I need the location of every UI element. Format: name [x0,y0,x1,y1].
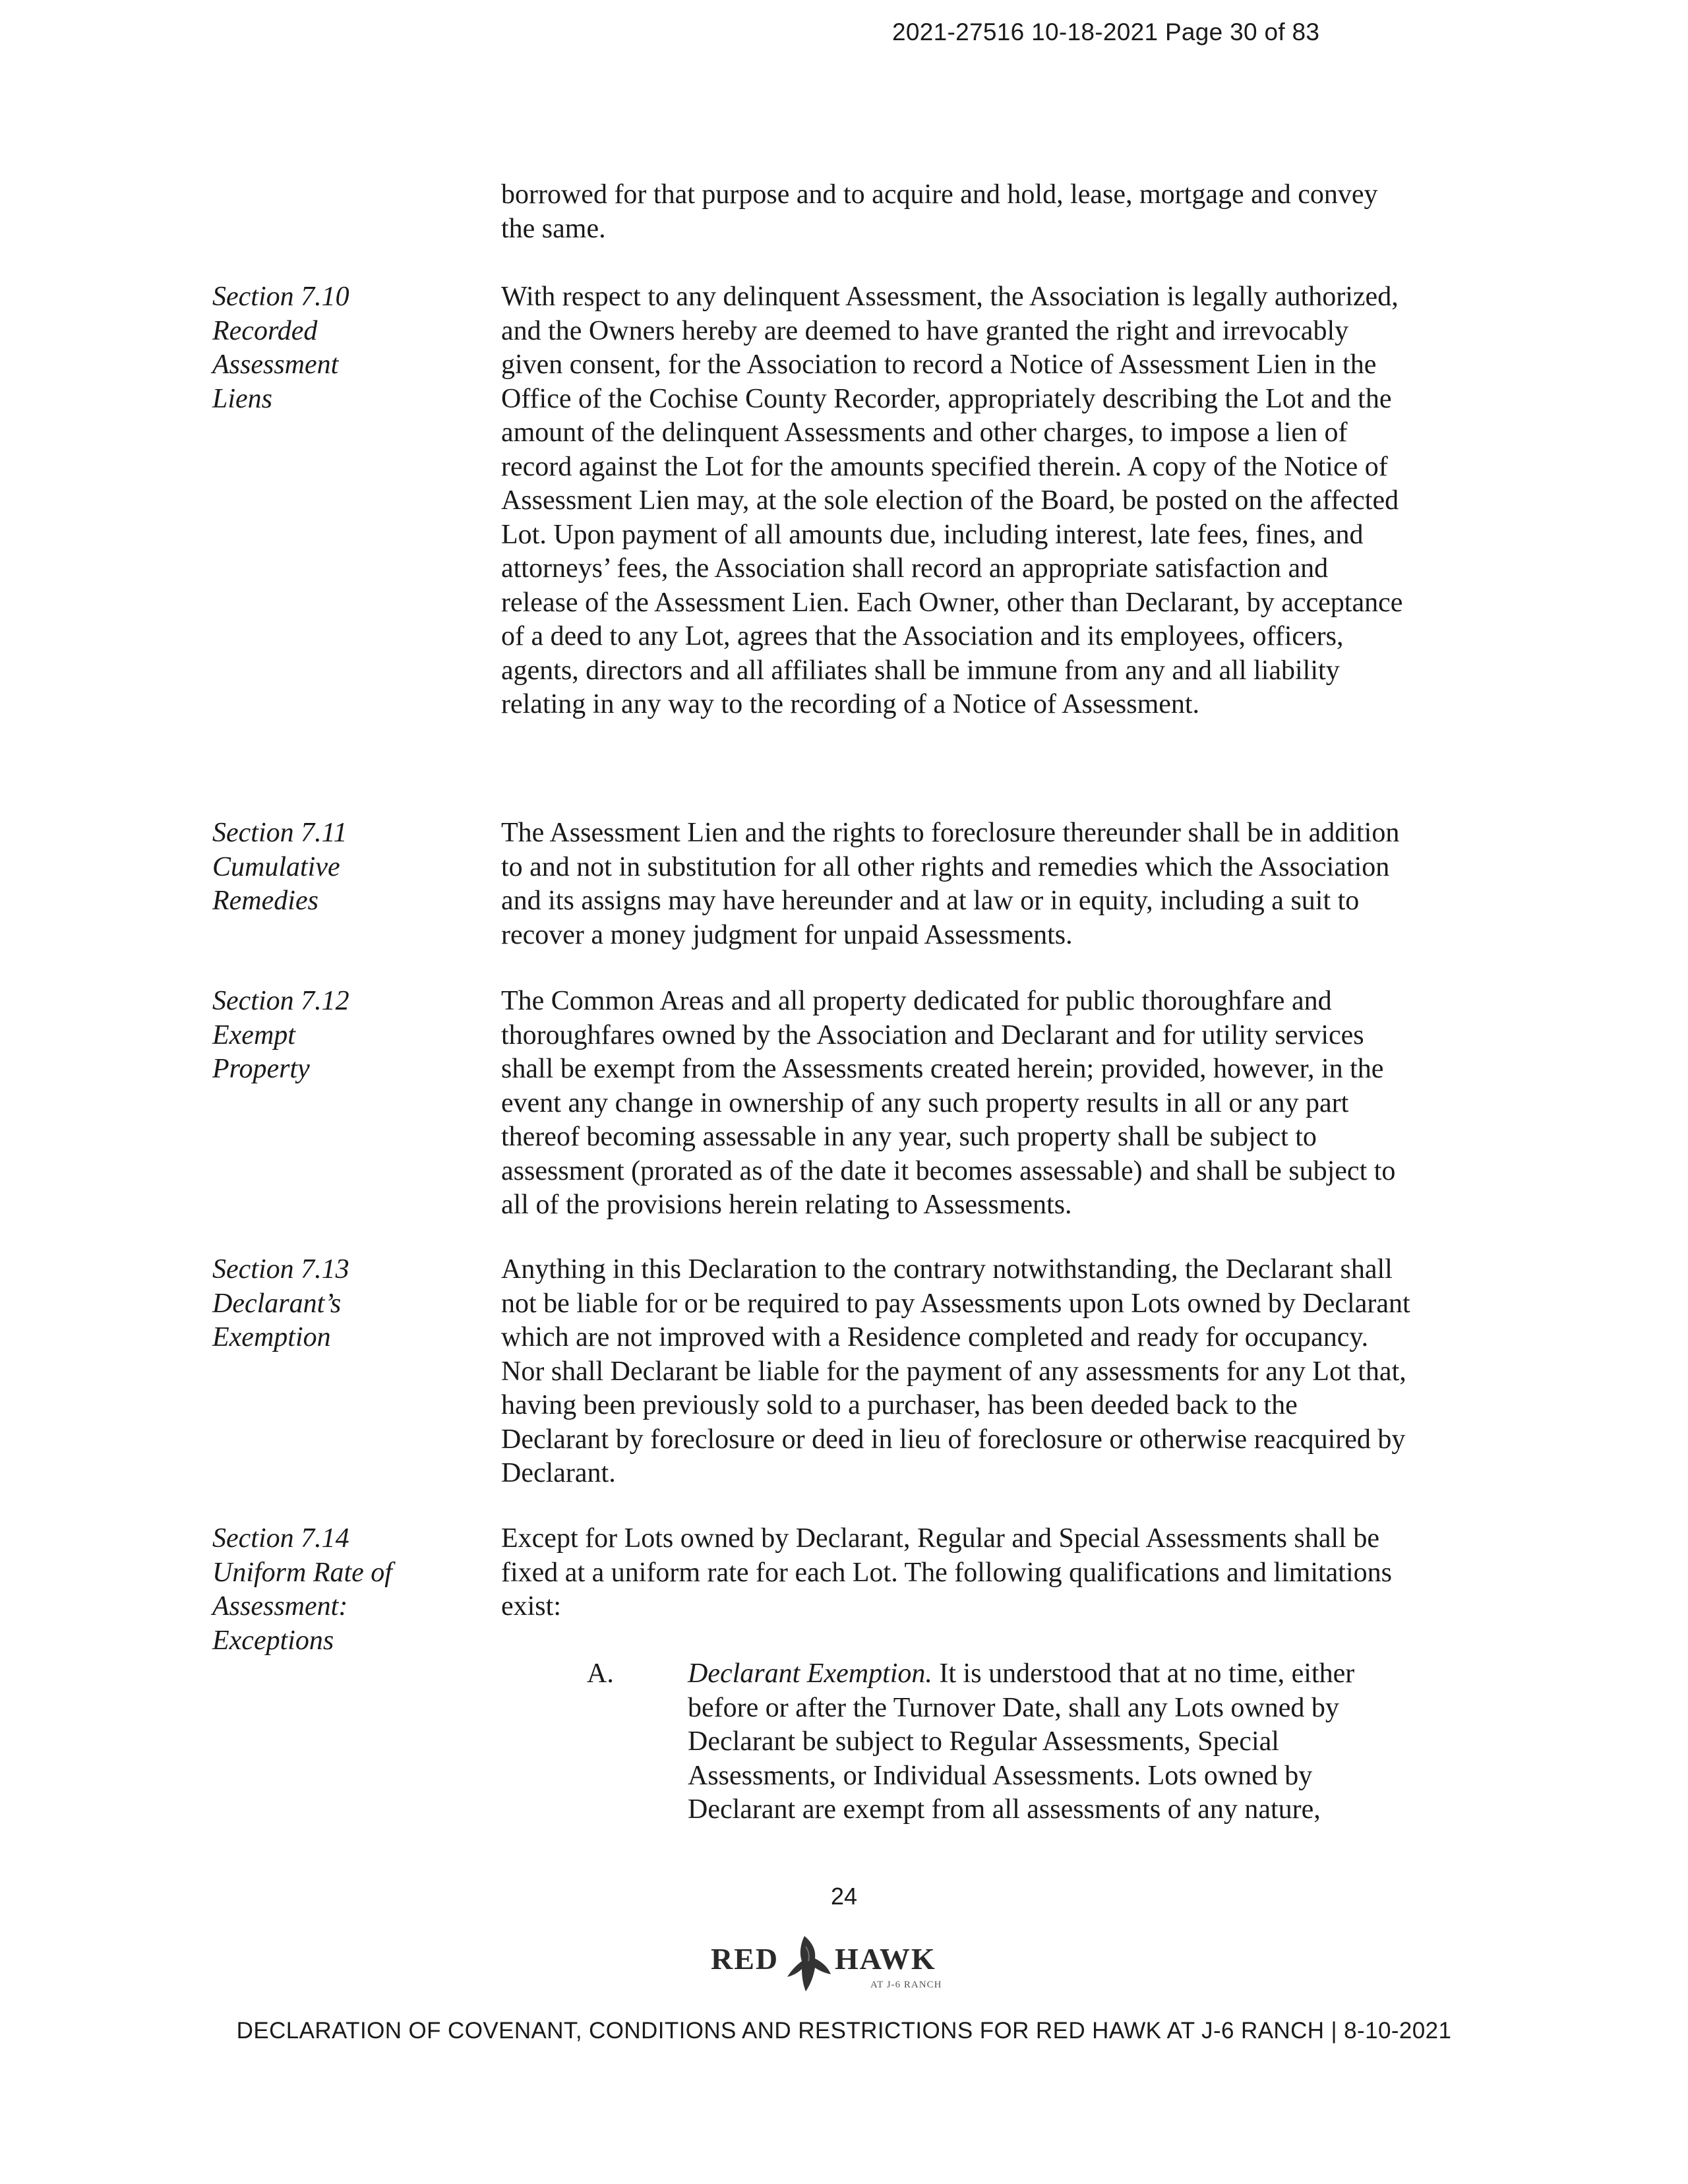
section-paragraph: The Assessment Lien and the rights to foreclosure thereunder shall be in addition to and not in substitution for all other rights and remedies which the Association and its assigns may have hereunder and at law or in equity, including a suit to recover a money judgment for unpaid Assessments. [501,818,1400,950]
list-item-title: Declarant Exemption. [688,1658,932,1689]
section-label-line: Cumulative [212,851,340,882]
section-label-line: Property [212,1054,310,1084]
section-label [212,1522,476,1658]
section-label-line: Assessment: [212,1591,348,1622]
section-label [212,816,476,919]
section-label-line: Section 7.12 [212,986,349,1016]
section-label-line: Exemption [212,1322,331,1352]
list-item-text: It is understood that at no time, either before or after the Turnover Date, shall any Lots owned by Declarant be subject to Regular Assessments, Special Assessments, or Individual Assessments. Lots owned by Declarant are exempt from all assessments of any nature, [688,1658,1355,1825]
section-label-line: Uniform Rate of [212,1557,392,1588]
section-label-line: Section 7.11 [212,818,347,848]
section-paragraph: With respect to any delinquent Assessment, the Association is legally authorized, and the Owners hereby are deemed to have granted the right and irrevocably given consent, for the Association to record a Notice of Assessment Lien in the Office of the Cochise County Recorder, appropriately describing the Lot and the amount of the delinquent Assessments and other charges, to impose a lien of record against the Lot for the amounts specified therein. A copy of the Notice of Assessment Lien may, at the sole election of the Board, be posted on the affected Lot. Upon payment of all amounts due, including interest, late fees, fines, and attorneys’ fees, the Association shall record an appropriate satisfaction and release of the Assessment Lien. Each Owner, other than Declarant, by acceptance of a deed to any Lot, agrees that the Association and its employees, officers, agents, directors and all affiliates shall be immune from any and all liability relating in any way to the recording of a Notice of Assessment. [501,282,1403,719]
section-label-line: Section 7.14 [212,1523,349,1554]
list-item-paragraph [688,1657,1410,1827]
section-label-line: Assessment [212,349,339,380]
section-paragraph: The Common Areas and all property dedicated for public thoroughfare and thoroughfares owned by the Association and Declarant and for utility services shall be exempt from the Assessments created herein; provided, however, in the event any change in ownership of any such property results in all or any part thereof becoming assessable in any year, such property shall be subject to assessment (prorated as of the date it becomes assessable) and shall be subject to all of the provisions herein relating to Assessments. [501,986,1396,1220]
section-label-line: Section 7.13 [212,1254,349,1285]
section-label-line: Declarant’s [212,1288,342,1319]
section-paragraph: Anything in this Declaration to the contrary notwithstanding, the Declarant shall not be liable for or be required to pay Assessments upon Lots owned by Declarant which are not improved with a Residence completed and ready for occupancy. Nor shall Declarant be liable for the payment of any assessments for any Lot that, having been previously sold to a purchaser, has been deeded back to the Declarant by foreclosure or deed in lieu of foreclosure or otherwise reacquired by Declarant. [501,1254,1410,1488]
list-item-letter: A. [587,1658,614,1689]
section-label [212,985,476,1087]
logo-word-hawk: HAWK [835,1942,936,1976]
section-label-line: Recorded [212,315,318,346]
logo-word-red: RED [711,1942,779,1976]
red-hawk-logo [706,1927,982,2001]
logo-tagline: AT J-6 RANCH [870,1980,942,1990]
section-label [212,1253,476,1355]
section-label-line: Section 7.10 [212,282,349,312]
section-label-line: Exceptions [212,1625,334,1656]
hawk-icon [787,1936,831,1991]
section-label-line: Exempt [212,1019,295,1050]
section-label-line: Liens [212,383,273,414]
recording-stamp: 2021-27516 10-18-2021 Page 30 of 83 [892,18,1320,46]
section-label [212,280,476,416]
continuation-paragraph: borrowed for that purpose and to acquire and hold, lease, mortgage and convey the same. [501,179,1378,244]
page-number: 24 [830,1883,858,1910]
section-label-line: Remedies [212,886,318,916]
section-paragraph: Except for Lots owned by Declarant, Regular and Special Assessments shall be fixed at a uniform rate for each Lot. The following qualifications and limitations exist: [501,1523,1392,1622]
document-footer: DECLARATION OF COVENANT, CONDITIONS AND RESTRICTIONS FOR RED HAWK AT J-6 RANCH | 8-10-2021 [236,2018,1452,2044]
